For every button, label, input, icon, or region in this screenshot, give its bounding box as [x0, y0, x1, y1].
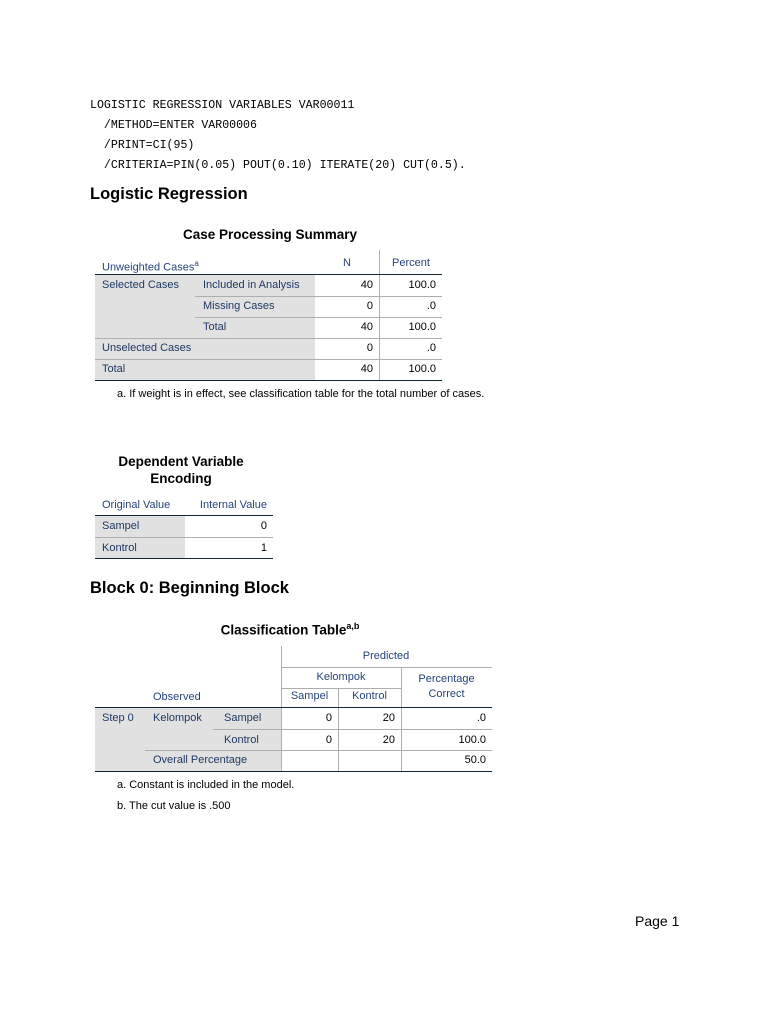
observed-header: Observed: [153, 691, 201, 703]
encoding-internal: 0: [260, 520, 267, 532]
row-unselected: Unselected Cases: [102, 342, 192, 354]
missing-percent: .0: [426, 300, 436, 312]
sampel-percent: .0: [476, 712, 486, 724]
classification-footnote-a: a. Constant is included in the model.: [117, 779, 295, 791]
row-total: Total: [102, 363, 126, 375]
col-original-value: Original Value: [102, 499, 171, 511]
heading-logistic-regression: Logistic Regression: [90, 185, 248, 203]
sampel-kontrol: 20: [382, 712, 395, 724]
row-sampel: Sampel: [224, 712, 262, 724]
total-n: 40: [360, 363, 373, 375]
overall-percent: 50.0: [464, 754, 486, 766]
row-missing: Missing Cases: [203, 300, 275, 312]
missing-n: 0: [366, 300, 373, 312]
encoding-title-line1: Dependent Variable: [118, 454, 244, 469]
syntax-line: /CRITERIA=PIN(0.05) POUT(0.10) ITERATE(20) CUT(0.5).: [90, 159, 466, 172]
predicted-header: Predicted: [362, 650, 410, 662]
step-0-label: Step 0: [102, 712, 134, 724]
syntax-line: LOGISTIC REGRESSION VARIABLES VAR00011: [90, 99, 355, 112]
encoding-internal: 1: [260, 542, 267, 554]
percentage-correct-header: Percentage Correct: [418, 673, 475, 700]
row-total-sub: Total: [203, 321, 227, 333]
row-included: Included in Analysis: [203, 279, 300, 291]
encoding-title-line2: Encoding: [150, 471, 212, 486]
total-percent: 100.0: [408, 363, 436, 375]
unselected-percent: .0: [426, 342, 436, 354]
col-sampel: Sampel: [290, 690, 329, 702]
syntax-line: /METHOD=ENTER VAR00006: [90, 119, 257, 132]
row-selected-cases: Selected Cases: [102, 279, 180, 291]
kontrol-sampel: 0: [325, 734, 332, 746]
included-percent: 100.0: [408, 279, 436, 291]
col-kontrol: Kontrol: [352, 690, 387, 702]
divider: [95, 380, 442, 381]
classification-title: Classification Table$^{a,b}$: [220, 621, 360, 638]
kontrol-percent: 100.0: [458, 734, 486, 746]
overall-percentage-label: Overall Percentage: [153, 754, 248, 766]
sampel-sampel: 0: [325, 712, 332, 724]
kontrol-kontrol: 20: [382, 734, 395, 746]
total-sub-percent: 100.0: [408, 321, 436, 333]
syntax-block: [90, 96, 466, 176]
page-number: Page 1: [635, 913, 680, 929]
classification-footnote-b: b. The cut value is .500: [117, 800, 231, 812]
kelompok-header: Kelompok: [316, 671, 366, 683]
col-unweighted-cases: Unweighted Cases$^a$: [102, 259, 199, 274]
col-n: N: [343, 257, 351, 269]
kelompok-label: Kelompok: [153, 712, 202, 724]
divider: [95, 771, 492, 772]
syntax-line: /PRINT=CI(95): [90, 139, 195, 152]
included-n: 40: [360, 279, 373, 291]
col-internal-value: Internal Value: [199, 499, 267, 511]
col-percent: Percent: [392, 257, 430, 269]
total-sub-n: 40: [360, 321, 373, 333]
encoding-original: Sampel: [102, 520, 140, 532]
divider: [95, 558, 273, 559]
encoding-title: [95, 453, 267, 487]
case-summary-footnote: a. If weight is in effect, see classification table for the total number of cases.: [117, 388, 485, 400]
encoding-original: Kontrol: [102, 542, 137, 554]
row-kontrol: Kontrol: [224, 734, 259, 746]
case-summary-title: Case Processing Summary: [182, 227, 358, 242]
heading-block-0: Block 0: Beginning Block: [90, 579, 289, 597]
unselected-n: 0: [366, 342, 373, 354]
